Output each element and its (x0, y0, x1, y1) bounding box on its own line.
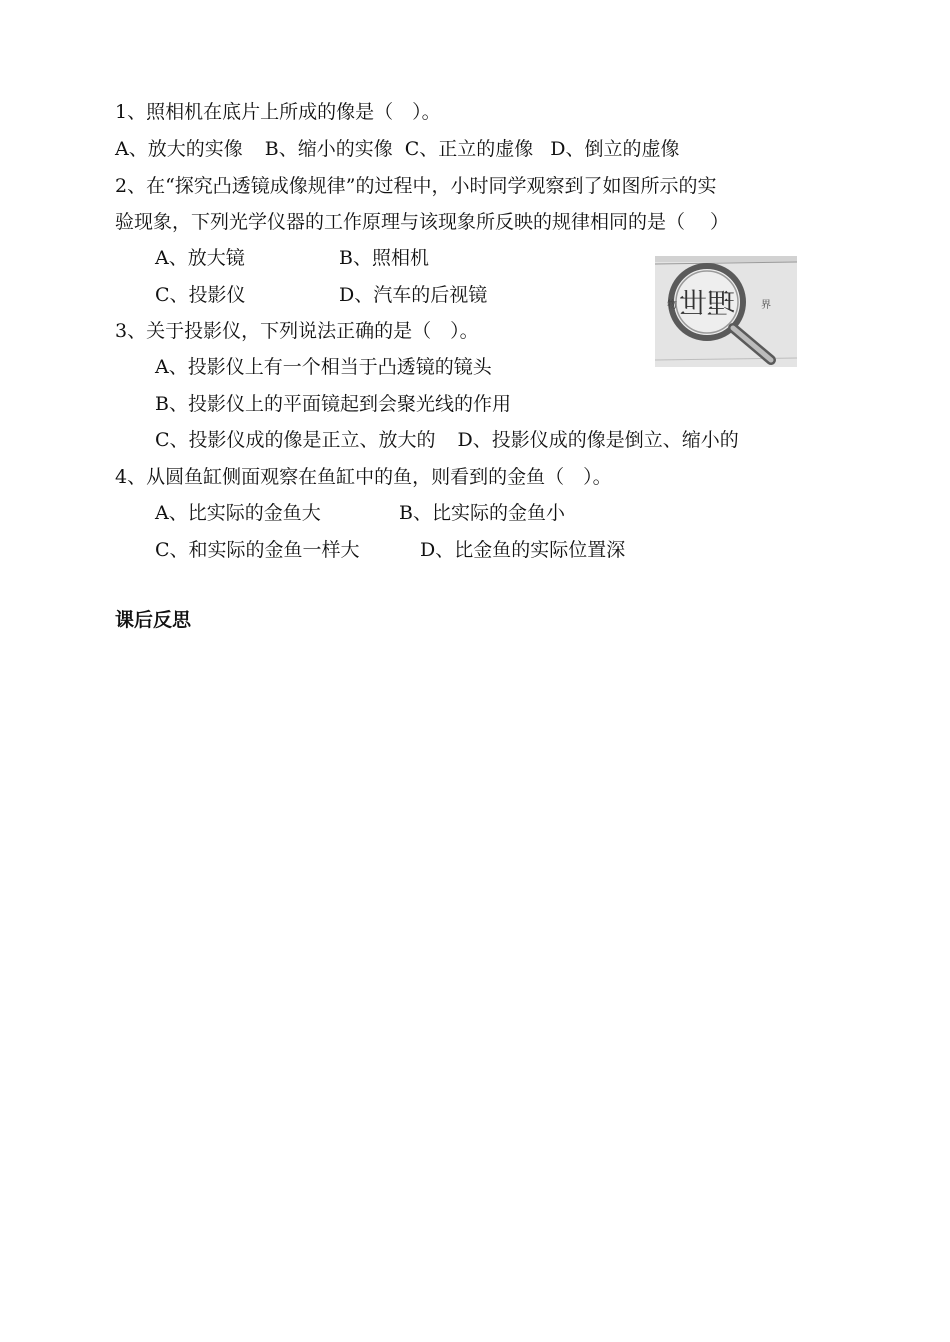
section-heading: 课后反思 (115, 609, 192, 631)
question-1-stem: 1、照相机在底片上所成的像是（ ）。 (115, 101, 441, 123)
question-1-option-a: A、放大的实像 (115, 138, 243, 160)
question-3-options-cd (155, 427, 739, 453)
question-4-stem: 4、从圆鱼缸侧面观察在鱼缸中的鱼，则看到的金鱼（ ）。 (115, 466, 612, 488)
question-2-stem-line-1: 2、在“探究凸透镜成像规律”的过程中，小时同学观察到了如图所示的实 (115, 175, 717, 197)
question-2-option-d: D、汽车的后视镜 (339, 284, 488, 306)
question-2-stem-line-2: 验现象，下列光学仪器的工作原理与该现象所反映的规律相同的是（ ） (115, 211, 730, 233)
question-1-option-b: B、缩小的实像 (264, 138, 393, 160)
figure-lens-text: 理世 (678, 287, 736, 320)
question-4-option-d: D、比金鱼的实际位置深 (420, 539, 626, 561)
question-2-option-c: C、投影仪 (155, 284, 246, 306)
question-2-option-a: A、放大镜 (155, 247, 245, 269)
question-1-options (115, 136, 679, 162)
question-4-option-c: C、和实际的金鱼一样大 (155, 539, 360, 561)
figure-right-text: 界 (761, 300, 771, 311)
magnifier-icon (655, 256, 797, 367)
question-4-option-b: B、比实际的金鱼小 (399, 502, 565, 524)
question-3-option-a: A、投影仪上有一个相当于凸透镜的镜头 (155, 356, 492, 378)
question-1-option-c: C、正立的虚像 (404, 138, 534, 160)
question-2-option-b: B、照相机 (339, 247, 429, 269)
question-3-option-c: C、投影仪成的像是正立、放大的 (155, 429, 436, 451)
question-1-option-d: D、倒立的虚像 (550, 138, 680, 160)
question-4-option-a: A、比实际的金鱼大 (155, 502, 321, 524)
question-3-stem: 3、关于投影仪，下列说法正确的是（ ）。 (115, 320, 479, 342)
question-3-option-b: B、投影仪上的平面镜起到会聚光线的作用 (155, 393, 511, 415)
figure-left-text: 物 (667, 300, 677, 311)
question-3-option-d: D、投影仪成的像是倒立、缩小的 (457, 429, 739, 451)
magnifier-figure (655, 256, 797, 367)
